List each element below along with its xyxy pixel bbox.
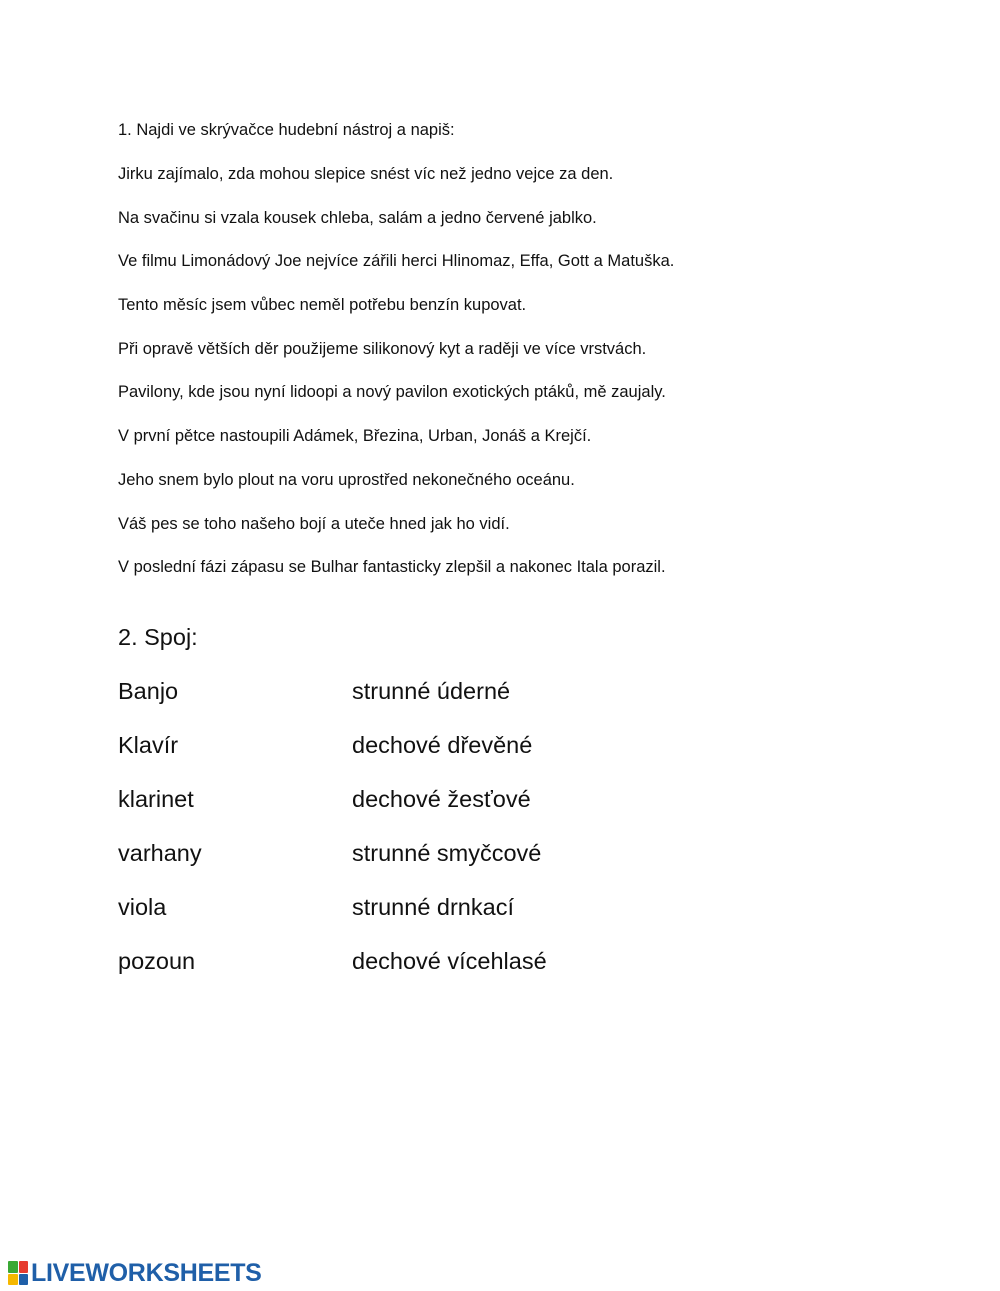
instrument-label: klarinet [118, 786, 194, 812]
instrument-label: Klavír [118, 732, 179, 758]
exercise-2 [118, 620, 818, 998]
sentence-4: Tento měsíc jsem vůbec neměl potřebu benzín kupovat. [118, 296, 527, 315]
sentence-6: Pavilony, kde jsou nyní lidoopi a nový pavilon exotických ptáků, mě zaujaly. [118, 383, 666, 402]
logo-tile [19, 1261, 29, 1273]
instrument-label: pozoun [118, 948, 196, 974]
sentence-10: V poslední fázi zápasu se Bulhar fantasticky zlepšil a nakonec Itala porazil. [118, 558, 666, 577]
logo-tile [8, 1261, 18, 1273]
category-label: strunné smyčcové [352, 840, 542, 866]
category-label: strunné úderné [352, 678, 511, 704]
category-label: strunné drnkací [352, 894, 514, 920]
sentence-9: Váš pes se toho našeho bojí a uteče hned jak ho vidí. [118, 514, 510, 533]
exercise-1 [118, 118, 918, 599]
logo-text: LIVEWORKSHEETS [31, 1259, 262, 1287]
instrument-label: varhany [118, 840, 202, 866]
sentence-2: Na svačinu si vzala kousek chleba, salám a jedno červené jablko. [118, 208, 597, 227]
liveworksheets-logo[interactable] [8, 1259, 262, 1287]
instrument-label: Banjo [118, 678, 179, 704]
matching-row [118, 782, 818, 816]
sentence-8: Jeho snem bylo plout na voru uprostřed nekonečného oceánu. [118, 470, 575, 489]
logo-tile [8, 1274, 18, 1286]
matching-row [118, 944, 818, 978]
sentence-3: Ve filmu Limonádový Joe nejvíce zářili herci Hlinomaz, Effa, Gott a Matuška. [118, 252, 675, 271]
category-label: dechové vícehlasé [352, 948, 547, 974]
category-label: dechové dřevěné [352, 732, 533, 758]
matching-row [118, 728, 818, 762]
sentence-list [118, 162, 918, 579]
instrument-label: viola [118, 894, 167, 920]
sentence-7: V první pětce nastoupili Adámek, Březina, Urban, Jonáš a Krejčí. [118, 427, 592, 446]
exercise-1-title: 1. Najdi ve skrývačce hudební nástroj a napiš: [118, 121, 455, 139]
logo-tile [19, 1274, 29, 1286]
matching-list [118, 674, 818, 978]
sentence-5: Při opravě větších děr použijeme silikonový kyt a raději ve více vrstvách. [118, 339, 647, 358]
matching-row [118, 890, 818, 924]
exercise-2-title: 2. Spoj: [118, 624, 198, 650]
category-label: dechové žesťové [352, 786, 531, 812]
liveworksheets-logo-icon [8, 1261, 28, 1285]
matching-row [118, 836, 818, 870]
sentence-1: Jirku zajímalo, zda mohou slepice snést víc než jedno vejce za den. [118, 165, 614, 183]
matching-row [118, 674, 818, 708]
